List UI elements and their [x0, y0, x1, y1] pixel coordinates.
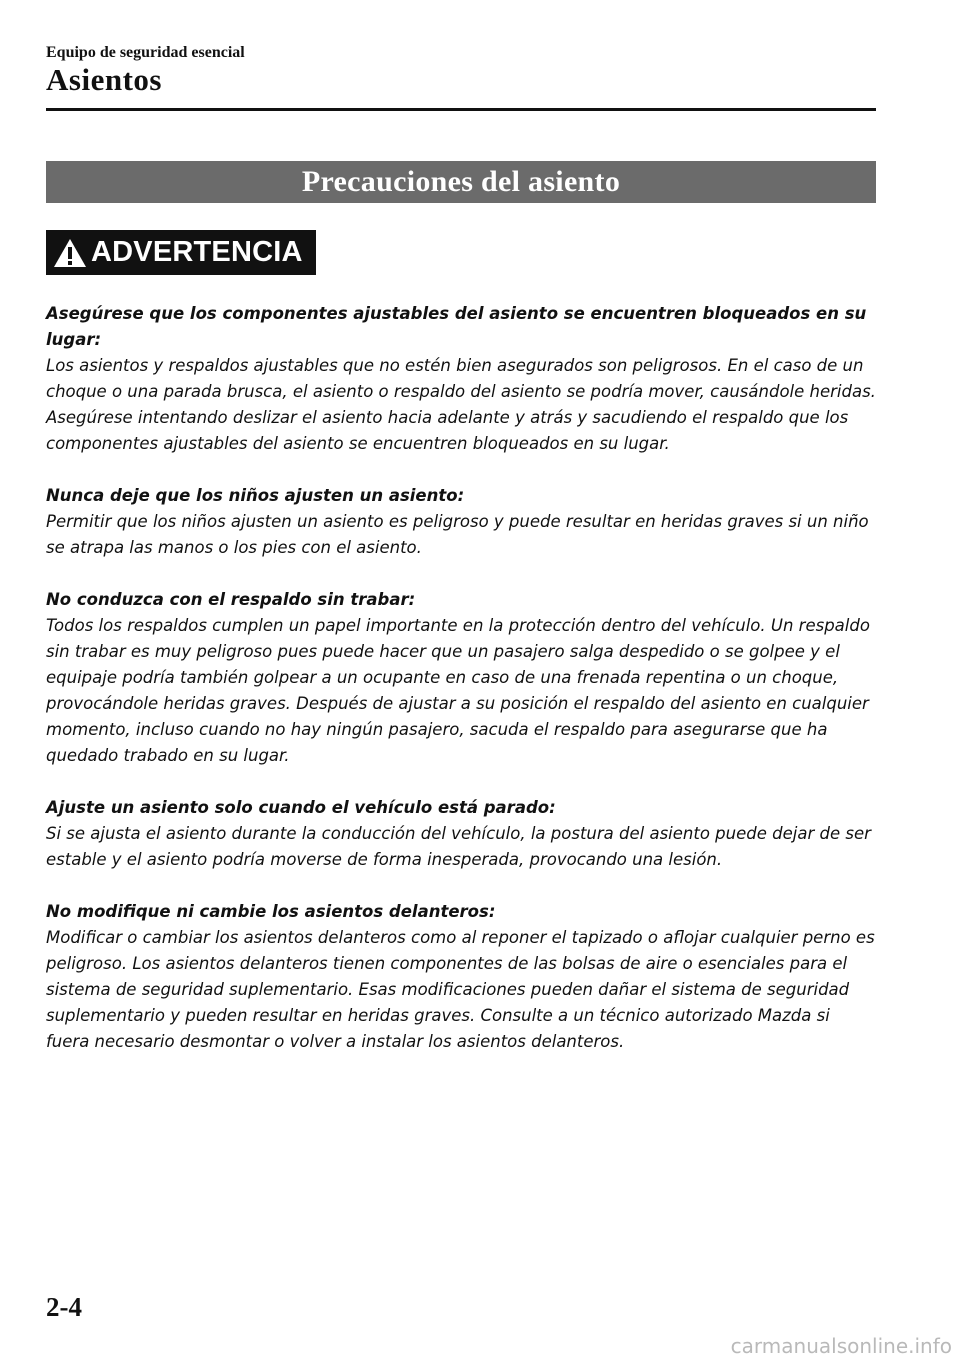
section-banner-title: Precauciones del asiento: [301, 165, 621, 198]
warning-item-heading: Nunca deje que los niños ajusten un asiento:: [46, 486, 465, 505]
header-divider: [46, 108, 876, 111]
warning-label: ADVERTENCIA: [91, 236, 303, 268]
warning-item-body: Si se ajusta el asiento durante la conducción del vehículo, la postura del asiento puede dejar de ser estable y el asiento podría moverse de forma inesperada, provocando una lesión.: [46, 824, 871, 869]
warning-item: [46, 587, 876, 769]
warning-item: [46, 795, 876, 873]
warning-item: [46, 301, 876, 457]
warning-triangle-icon: [53, 237, 87, 269]
warning-item-heading: Asegúrese que los componentes ajustables del asiento se encuentren bloqueados en su lugar:: [46, 304, 867, 349]
warning-content: [46, 301, 876, 1081]
section-subtitle: Equipo de seguridad esencial: [46, 44, 245, 61]
warning-item-body: Modificar o cambiar los asientos delanteros como al reponer el tapizado o aflojar cualquier perno es peligroso. Los asientos delanteros tienen componentes de las bolsas de aire o esenciales para el sistema de seguridad suplementario. Esas modificaciones pueden dañar el sistema de seguridad suplementario y pueden resultar en heridas graves. Consulte a un técnico autorizado Mazda si fuera necesario desmontar o volver a instalar los asientos delanteros.: [46, 928, 875, 1051]
warning-item: [46, 483, 876, 561]
warning-item-body: Todos los respaldos cumplen un papel importante en la protección dentro del vehículo. Un respaldo sin trabar es muy peligroso pues puede hacer que un pasajero salga despedido o se golpee y el equipaje podría también golpear a un ocupante en caso de una frenada repentina o un choque, provocándole heridas graves. Después de ajustar a su posición el respaldo del asiento en cualquier momento, incluso cuando no hay ningún pasajero, sacuda el respaldo para asegurarse que ha quedado trabado en su lugar.: [46, 616, 870, 765]
section-banner: [46, 161, 876, 203]
warning-item-heading: No conduzca con el respaldo sin trabar:: [46, 590, 416, 609]
page-title: Asientos: [46, 62, 162, 97]
page-number: 2-4: [46, 1292, 82, 1322]
warning-badge: [46, 230, 316, 275]
warning-item-heading: No modifique ni cambie los asientos delanteros:: [46, 902, 496, 921]
warning-item: [46, 899, 876, 1055]
warning-item-body: Permitir que los niños ajusten un asiento es peligroso y puede resultar en heridas graves si un niño se atrapa las manos o los pies con el asiento.: [46, 512, 869, 557]
warning-item-body: Los asientos y respaldos ajustables que no estén bien asegurados son peligrosos. En el caso de un choque o una parada brusca, el asiento o respaldo del asiento se podría mover, causándole heridas. Asegúrese intentando deslizar el asiento hacia adelante y atrás y sacudiendo el respaldo que los componentes ajustables del asiento se encuentren bloqueados en su lugar.: [46, 356, 876, 453]
warning-item-heading: Ajuste un asiento solo cuando el vehículo está parado:: [46, 798, 556, 817]
watermark-link[interactable]: carmanualsonline.info: [730, 1334, 952, 1358]
